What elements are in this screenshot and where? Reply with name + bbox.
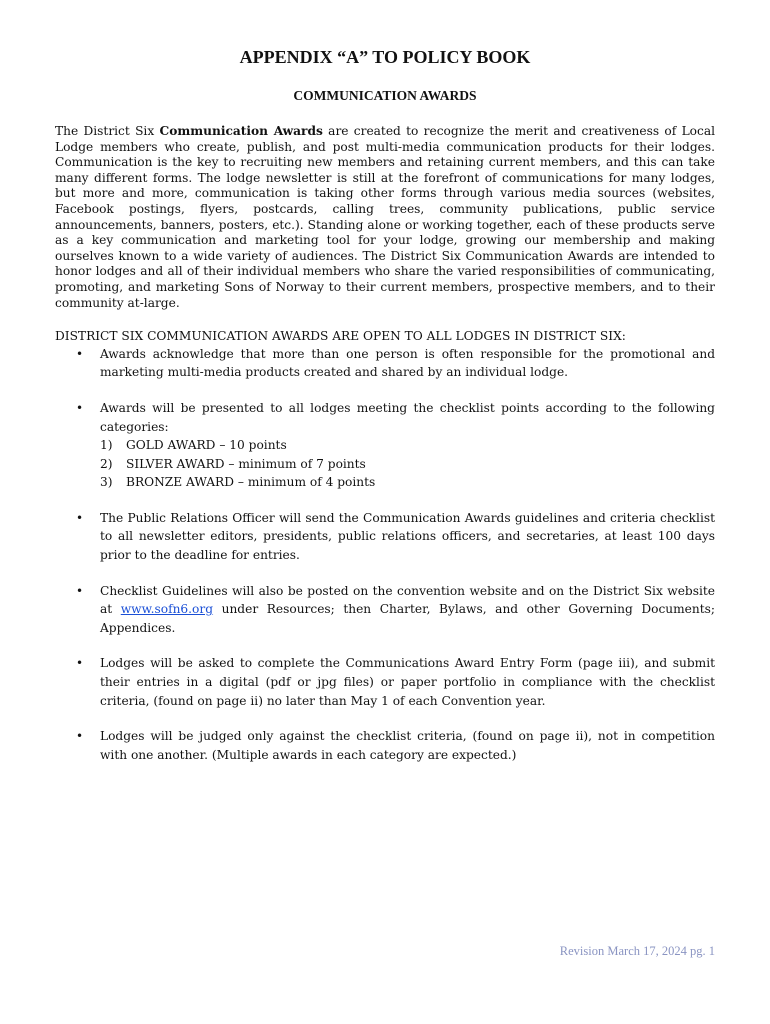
bullet-icon: • [76, 400, 84, 415]
award-label: GOLD AWARD – 10 points [126, 438, 287, 453]
awards-bullet-list [55, 345, 715, 765]
intro-text-rest: are created to recognize the merit and creativeness of Local Lodge members who create, publish, and post multi-media communication products for their lodges. Communication is the key to recruiting new members and retaining current members, and this can take many different forms. The lodge newsletter is still at the forefront of communications for many lodges, but more and more, communication is taking other forms through various media sources (websites, Facebook postings, flyers, postcards, calling trees, community publications, public service announcements, banners, posters, etc.). Standing alone or working together, each of these products serve as a key communication and marketing tool for your lodge, growing our membership and making ourselves known to a wide variety of audiences. The District Six Communication Awards are intended to honor lodges and all of their individual members who share the varied responsibilities of communicating, promoting, and marketing Sons of Norway to their current members, prospective members, and to their community at-large. [55, 124, 716, 310]
award-category-silver [100, 455, 715, 474]
bullet-text: The Public Relations Officer will send the Communication Awards guidelines and criteria checklist to all newsletter editors, presidents, public relations officers, and secretaries, at least 100 days prior to the deadline for entries. [100, 510, 715, 563]
intro-paragraph [55, 124, 715, 311]
district-six-website-link[interactable]: www.sofn6.org [120, 602, 214, 617]
document-page [55, 46, 715, 764]
bullet-icon: • [76, 346, 84, 361]
bullet-text: Lodges will be judged only against the checklist criteria, (found on page ii), not in competition with one another. (Multiple awards in each category are expected.) [100, 729, 715, 762]
list-item [55, 399, 715, 492]
bullet-text-rest: under Resources; then Charter, Bylaws, and other Governing Documents; Appendices. [100, 602, 715, 635]
bullet-icon: • [76, 656, 84, 671]
list-item [55, 727, 715, 764]
bullet-icon: • [76, 729, 84, 744]
award-number: 1) [100, 438, 113, 453]
bullet-text: Lodges will be asked to complete the Communications Award Entry Form (page iii), and submit their entries in a digital (pdf or jpg files) or paper portfolio in compliance with the checklist criteria, (found on page ii) no later than May 1 of each Convention year. [100, 656, 715, 708]
page-title: APPENDIX “A” TO POLICY BOOK [239, 47, 531, 67]
bullet-text: Awards will be presented to all lodges meeting the checklist points according to the following categories: [100, 400, 715, 434]
list-item [55, 654, 715, 710]
bullet-text-start: Checklist Guidelines will also be posted on the convention website and on the District Six website at [100, 583, 715, 617]
list-item [55, 509, 715, 565]
award-category-gold [100, 436, 715, 455]
award-number: 2) [100, 456, 113, 471]
bullet-icon: • [76, 510, 84, 525]
award-categories-list [100, 436, 715, 492]
award-label: BRONZE AWARD – minimum of 4 points [126, 475, 376, 490]
bullet-icon: • [76, 583, 84, 598]
list-item [55, 582, 715, 638]
section-subtitle: COMMUNICATION AWARDS [293, 88, 477, 103]
award-label: SILVER AWARD – minimum of 7 points [126, 456, 366, 471]
list-item [55, 345, 715, 382]
award-number: 3) [100, 475, 113, 490]
open-to-all-heading: DISTRICT SIX COMMUNICATION AWARDS ARE OPEN TO ALL LODGES IN DISTRICT SIX: [55, 329, 626, 344]
intro-text-start: The District Six [55, 124, 160, 138]
revision-footer: Revision March 17, 2024 pg. 1 [559, 944, 715, 958]
intro-bold-term: Communication Awards [159, 124, 323, 138]
award-category-bronze [100, 473, 715, 492]
bullet-text: Awards acknowledge that more than one person is often responsible for the promotional and marketing multi-media products created and shared by an individual lodge. [100, 346, 715, 380]
